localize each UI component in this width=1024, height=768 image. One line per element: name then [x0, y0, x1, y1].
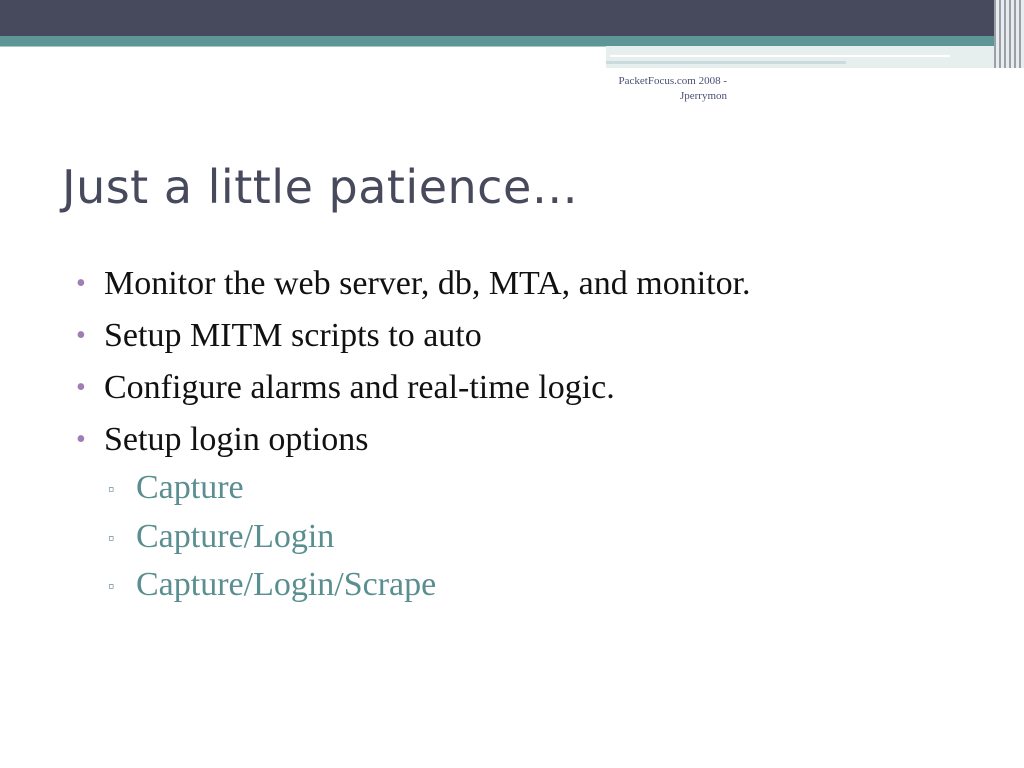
bullet-text: Configure alarms and real-time logic.: [104, 369, 615, 406]
header-white-notch: [0, 47, 606, 55]
bullet-item: [76, 362, 996, 414]
bullet-dot-icon: •: [76, 372, 86, 403]
bullet-text: Monitor the web server, db, MTA, and monitor.: [104, 265, 751, 302]
bullet-item: [76, 310, 996, 362]
header-stripe: [610, 55, 950, 57]
bullet-text: Setup MITM scripts to auto: [104, 317, 482, 354]
bullet-item: [76, 258, 996, 310]
sub-bullet-item: [108, 561, 908, 610]
sub-bullet-list: [108, 464, 908, 610]
slide-footer-note: [560, 74, 727, 104]
header-vertical-bars: [994, 0, 1024, 68]
bullet-text: Setup login options: [104, 421, 369, 458]
sub-bullet-text: Capture: [136, 469, 244, 506]
square-bullet-icon: ▫: [108, 576, 115, 596]
header-teal-band: [0, 36, 1024, 46]
sub-bullet-item: [108, 464, 908, 513]
footer-note-line: Jperrymon: [679, 90, 727, 102]
bullet-dot-icon: •: [76, 320, 86, 351]
bullet-dot-icon: •: [76, 268, 86, 299]
header-right-panel: [606, 46, 1024, 68]
sub-bullet-text: Capture/Login: [136, 517, 335, 555]
square-bullet-icon: ▫: [108, 527, 115, 548]
sub-bullet-text: Capture/Login/Scrape: [136, 566, 437, 603]
sub-bullet-item: [108, 513, 908, 562]
slide-title: Just a little patience…: [62, 160, 579, 214]
bullet-list: [76, 258, 996, 466]
header-stripe: [606, 61, 846, 64]
header-dark-bar: [0, 0, 1024, 36]
bullet-item: [76, 414, 996, 466]
bullet-dot-icon: •: [76, 424, 86, 455]
footer-note-line: PacketFocus.com 2008 -: [618, 75, 727, 87]
square-bullet-icon: ▫: [108, 479, 115, 499]
